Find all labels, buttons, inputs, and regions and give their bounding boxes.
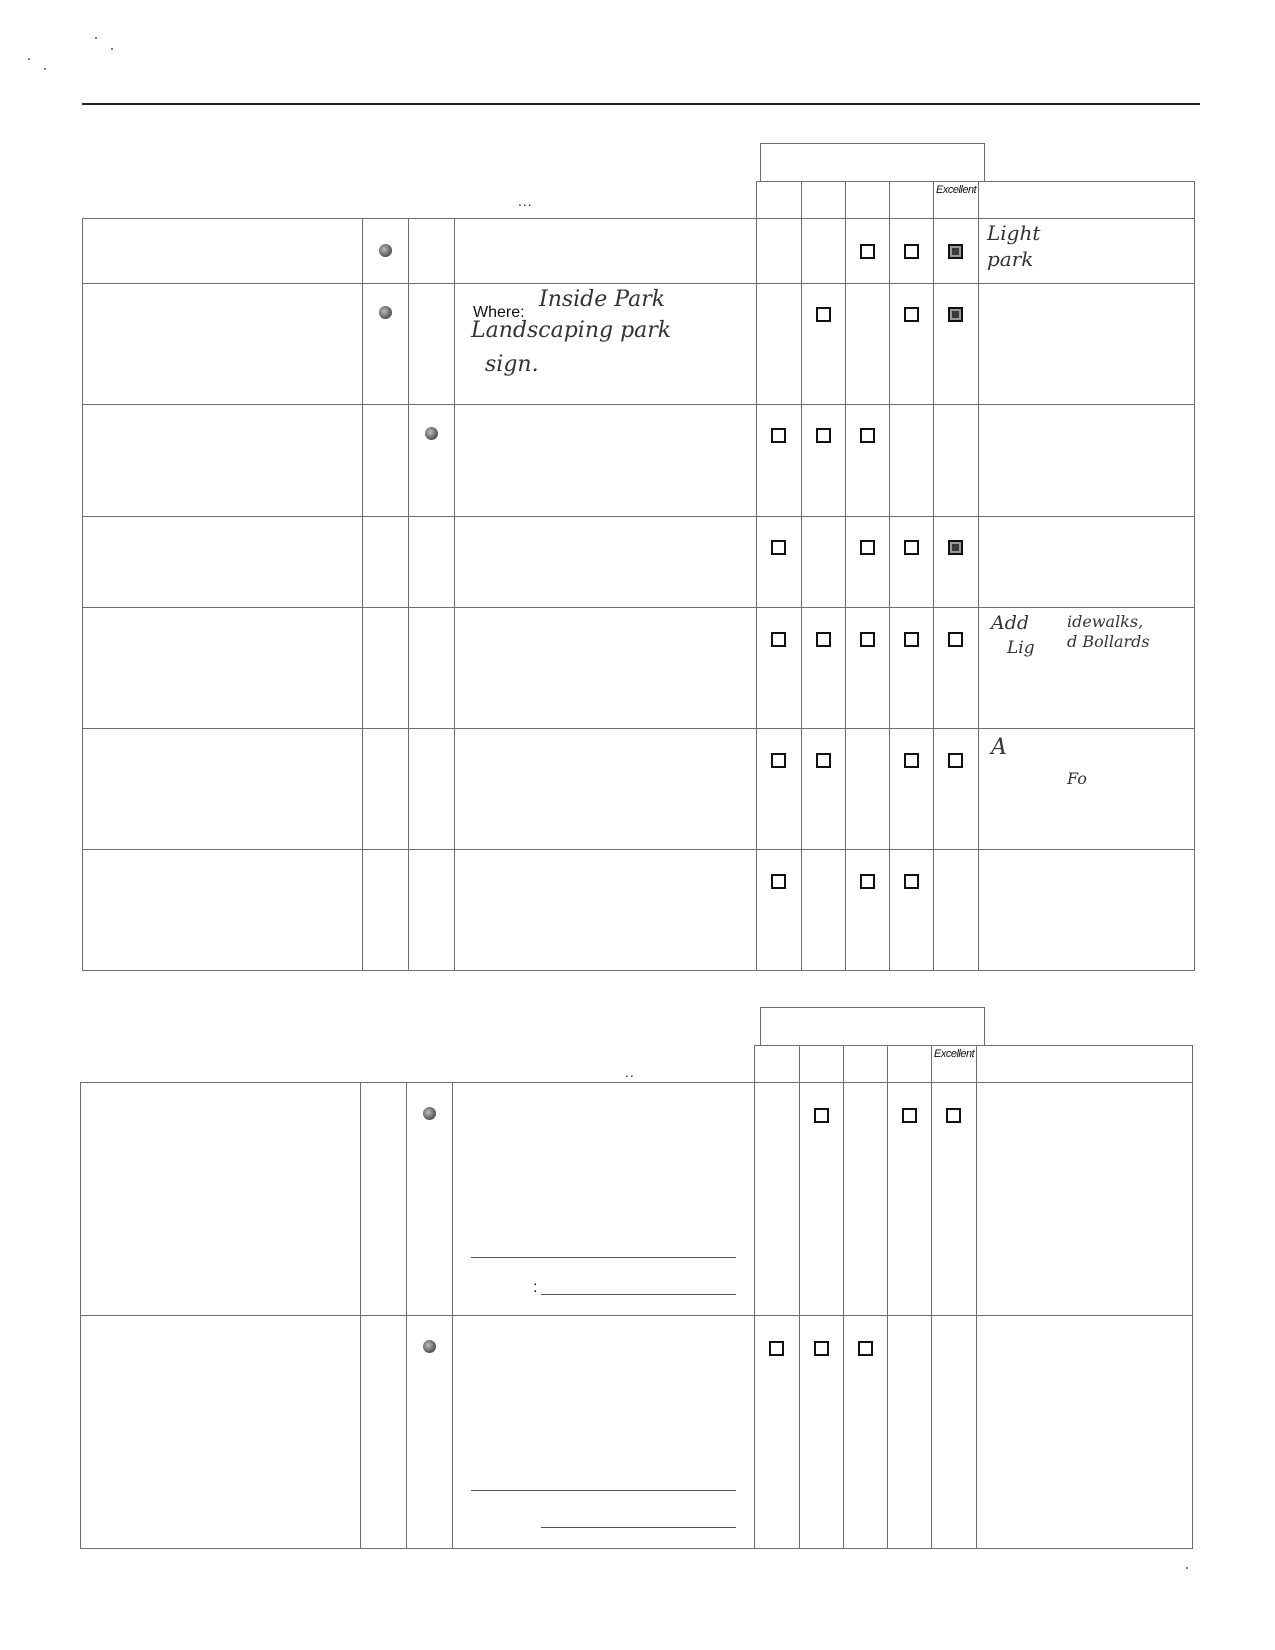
scan-speck: [95, 37, 97, 39]
section2-header-dots: ..: [625, 1064, 635, 1080]
rating-col-5: [932, 1046, 977, 1083]
rating-checkbox[interactable]: [904, 244, 919, 259]
rating-col-1: [755, 1046, 800, 1083]
table-row: [83, 850, 1195, 971]
table-row: [83, 284, 1195, 405]
table-row: [83, 219, 1195, 284]
rating-col-5: [934, 182, 979, 219]
rating-checkbox[interactable]: [904, 874, 919, 889]
handwritten-comment: A: [991, 735, 1007, 760]
section1-table: [82, 181, 1195, 971]
selected-dot-icon: [423, 1107, 436, 1120]
fill-in-line: [541, 1527, 736, 1528]
scan-speck: [111, 48, 113, 50]
rating-checkbox[interactable]: [816, 307, 831, 322]
selected-dot-icon: [425, 427, 438, 440]
rating-col-4: [888, 1046, 932, 1083]
handwritten-comment: idewalks,: [1067, 612, 1144, 631]
rating-checkbox[interactable]: [771, 874, 786, 889]
rating-checkbox[interactable]: [816, 428, 831, 443]
handwritten-where-note: Landscaping park: [471, 318, 672, 343]
rating-checkbox[interactable]: [816, 632, 831, 647]
rating-checkbox[interactable]: [948, 753, 963, 768]
handwritten-comment: Fo: [1067, 769, 1087, 788]
rating-col-3: [844, 1046, 888, 1083]
rating-checkbox[interactable]: [860, 244, 875, 259]
rating-checkbox[interactable]: [814, 1341, 829, 1356]
rating-checkbox[interactable]: [816, 753, 831, 768]
section1-header-row: [83, 182, 1195, 219]
handwritten-comment: d Bollards: [1067, 632, 1150, 651]
rating-group-header-2: [760, 1007, 985, 1046]
table-row: [81, 1316, 1193, 1549]
rating-checkbox[interactable]: [860, 540, 875, 555]
rating-checkbox[interactable]: [771, 632, 786, 647]
fill-in-colon: :: [533, 1279, 538, 1296]
table-row: [81, 1083, 1193, 1316]
rating-checkbox[interactable]: [902, 1108, 917, 1123]
handwritten-comment: park: [987, 247, 1034, 271]
selected-dot-icon: [423, 1340, 436, 1353]
rating-checkbox-checked[interactable]: [948, 244, 963, 259]
comments-col-header: [977, 1046, 1193, 1083]
table-row: [83, 729, 1195, 850]
rating-checkbox[interactable]: [860, 428, 875, 443]
section1-header-dots: ...: [518, 193, 533, 209]
rating-checkbox[interactable]: [814, 1108, 829, 1123]
rating-checkbox[interactable]: [860, 632, 875, 647]
rating-checkbox[interactable]: [904, 307, 919, 322]
rating-checkbox[interactable]: [948, 632, 963, 647]
header-rule: [82, 103, 1200, 105]
selected-dot-icon: [379, 306, 392, 319]
rating-group-header-1: [760, 143, 985, 182]
rating-checkbox[interactable]: [771, 540, 786, 555]
where-label: Where:: [473, 304, 525, 321]
handwritten-where-note: sign.: [485, 352, 539, 377]
section2-header-row: [81, 1046, 1193, 1083]
comments-col-header: [979, 182, 1195, 219]
table-row: [83, 405, 1195, 517]
rating-col-4: [890, 182, 934, 219]
section2-table: [80, 1045, 1193, 1549]
fill-in-line: [471, 1490, 736, 1491]
rating-checkbox[interactable]: [771, 753, 786, 768]
scan-speck: [1186, 1567, 1188, 1569]
rating-checkbox[interactable]: [904, 753, 919, 768]
fill-in-line: [471, 1257, 736, 1258]
rating-checkbox[interactable]: [769, 1341, 784, 1356]
rating-checkbox-checked[interactable]: [948, 540, 963, 555]
selected-dot-icon: [379, 244, 392, 257]
rating-checkbox[interactable]: [771, 428, 786, 443]
handwritten-comment: Lig: [1007, 638, 1035, 658]
excellent-label: Excellent: [936, 184, 977, 196]
handwritten-comment: Add: [991, 612, 1030, 634]
rating-checkbox[interactable]: [904, 540, 919, 555]
scan-speck: [44, 68, 46, 70]
handwritten-where-note: Inside Park: [539, 287, 666, 312]
rating-checkbox[interactable]: [858, 1341, 873, 1356]
rating-col-2: [802, 182, 846, 219]
rating-checkbox[interactable]: [860, 874, 875, 889]
scan-speck: [28, 58, 30, 60]
rating-col-3: [846, 182, 890, 219]
table-row: [83, 608, 1195, 729]
rating-checkbox[interactable]: [904, 632, 919, 647]
fill-in-line: [541, 1294, 736, 1295]
rating-col-1: [757, 182, 802, 219]
handwritten-comment: Light: [987, 221, 1041, 245]
rating-col-2: [800, 1046, 844, 1083]
rating-checkbox-checked[interactable]: [948, 307, 963, 322]
excellent-label: Excellent: [934, 1048, 975, 1060]
table-row: [83, 517, 1195, 608]
rating-checkbox[interactable]: [946, 1108, 961, 1123]
